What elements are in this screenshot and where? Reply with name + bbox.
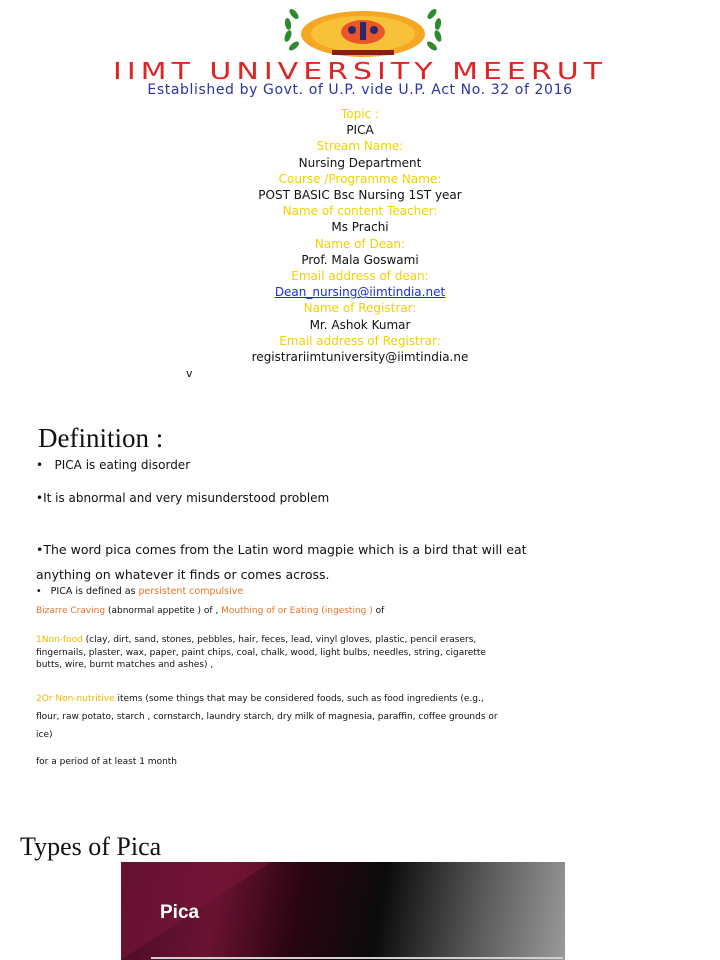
pica-slide-thumbnail bbox=[121, 862, 565, 960]
highlight-non-nutritive: 2Or Non-nutritive bbox=[36, 694, 115, 704]
dean-label: Name of Dean: bbox=[314, 236, 406, 251]
bullet-latin-origin: •The word pica comes from the Latin word magpie which is a bird that will eat anything on whatever it finds or comes across. bbox=[36, 542, 527, 582]
university-logo-emblem bbox=[272, 2, 454, 58]
course-value: POST BASIC Bsc Nursing 1ST year bbox=[258, 188, 462, 203]
non-nutritive-text: items (some things that may be considered foods, such as food ingredients (e.g., flour, raw potato, starch , cornstarch, laundry starch, dry milk of magnesia, paraffin, coffee grounds or ice) bbox=[36, 694, 498, 740]
university-name: IIMT UNIVERSITY MEERUT bbox=[112, 58, 607, 86]
highlight-non-food: 1Non-food bbox=[36, 635, 83, 645]
non-food-text: (clay, dirt, sand, stones, pebbles, hair, feces, lead, vinyl gloves, plastic, pencil erasers, fingernails, plaster, wax, paper, paint chips, coal, chalk, wood, light bulbs, needles, string, cigarette butts, wire, burnt matches and ashes) , bbox=[36, 635, 486, 670]
teacher-value: Ms Prachi bbox=[331, 220, 389, 235]
craving-line bbox=[36, 606, 384, 616]
course-info-block bbox=[0, 106, 720, 365]
stream-value: Nursing Department bbox=[298, 155, 422, 170]
types-heading: Types of Pica bbox=[20, 832, 162, 861]
non-nutritive-line bbox=[36, 690, 506, 744]
stream-label: Stream Name: bbox=[316, 139, 404, 154]
craving-text: (abnormal appetite ) of , bbox=[105, 606, 222, 616]
slide-divider bbox=[151, 957, 563, 959]
bullet-defined-as: • PICA is defined as persistent compulsive bbox=[36, 586, 244, 597]
bullet-text: PICA is defined as bbox=[50, 586, 139, 597]
craving-tail: of bbox=[372, 606, 385, 616]
non-food-line bbox=[36, 634, 506, 672]
stray-character: v bbox=[186, 367, 193, 380]
slide-title: Pica bbox=[160, 902, 200, 923]
registrar-value: Mr. Ashok Kumar bbox=[309, 317, 411, 332]
bullet-text: The word pica comes from the Latin word magpie which is a bird that will eat anything on whatever it finds or comes across. bbox=[36, 542, 527, 582]
dean-email-label: Email address of dean: bbox=[291, 269, 429, 284]
dean-value: Prof. Mala Goswami bbox=[301, 252, 419, 267]
topic-value: PICA bbox=[346, 123, 374, 138]
highlight-persistent: persistent compulsive bbox=[138, 586, 244, 597]
bullet-text: PICA is eating disorder bbox=[54, 458, 191, 472]
duration-line: for a period of at least 1 month bbox=[36, 757, 178, 767]
definition-heading: Definition : bbox=[38, 423, 164, 453]
establishment-line: Established by Govt. of U.P. vide U.P. Act No. 32 of 2016 bbox=[147, 82, 573, 98]
dean-email-link[interactable]: Dean_nursing@iimtindia.net bbox=[274, 285, 446, 300]
highlight-bizarre: Bizarre Craving bbox=[36, 606, 106, 616]
bullet-eating-disorder: • PICA is eating disorder bbox=[36, 458, 191, 472]
topic-label: Topic : bbox=[340, 107, 380, 121]
registrar-label: Name of Registrar: bbox=[303, 301, 417, 316]
bullet-text: It is abnormal and very misunderstood problem bbox=[43, 491, 330, 505]
registrar-email-label: Email address of Registrar: bbox=[279, 333, 441, 348]
bullet-misunderstood: •It is abnormal and very misunderstood problem bbox=[36, 491, 330, 505]
teacher-label: Name of content Teacher: bbox=[282, 204, 438, 219]
highlight-mouthing: Mouthing of or Eating (ingesting ) bbox=[221, 606, 373, 616]
registrar-email-value: registrariimtuniversity@iimtindia.ne bbox=[251, 350, 469, 365]
course-label: Course /Programme Name: bbox=[278, 171, 442, 186]
